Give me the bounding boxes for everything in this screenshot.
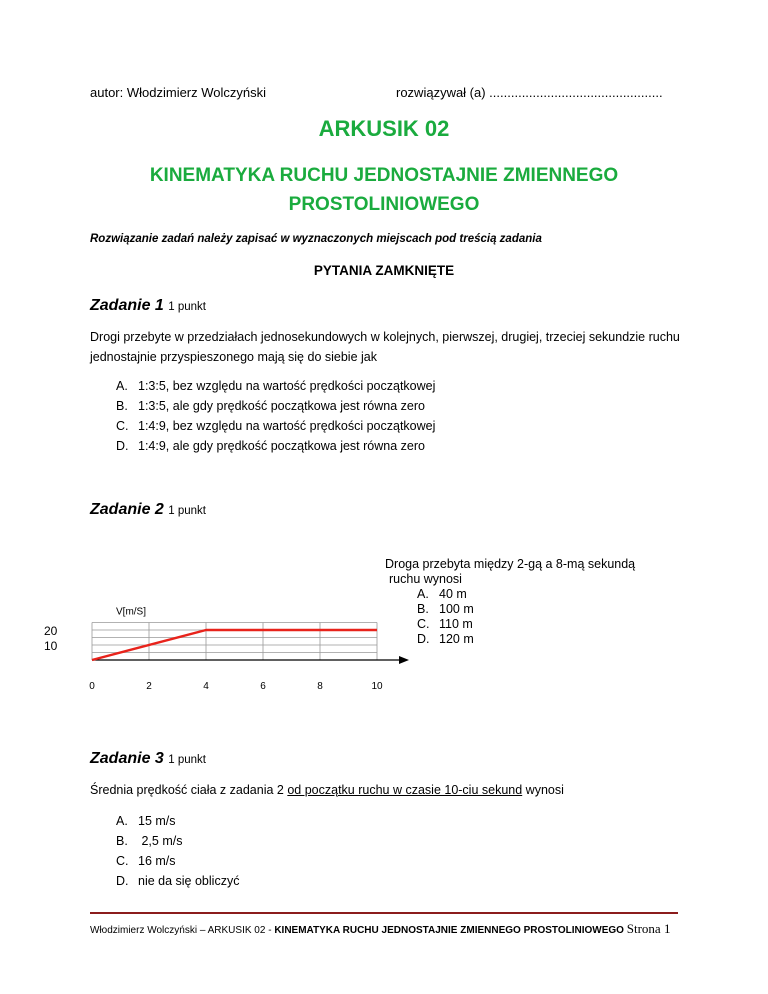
x-axis-arrow — [399, 656, 409, 664]
velocity-chart — [40, 545, 420, 705]
task1-title: Zadanie 1 — [90, 297, 164, 314]
y-axis-label: V[m/S] — [116, 606, 147, 618]
x-tick-label: 2 — [146, 681, 152, 692]
sheet-subtitle-line1: KINEMATYKA RUCHU JEDNOSTAJNIE ZMIENNEGO — [149, 165, 619, 186]
task1-option[interactable]: A. 1:3:5, bez względu na wartość prędkości początkowej — [116, 379, 436, 393]
task2-question — [385, 557, 655, 647]
chart-grid — [92, 623, 377, 661]
task1-points: 1 punkt — [168, 301, 206, 313]
instruction-text: Rozwiązanie zadań należy zapisać w wyznaczonych miejscach pod treścią zadania — [90, 233, 542, 245]
task2-option[interactable]: A. 40 m — [417, 587, 467, 601]
x-tick-label: 8 — [317, 681, 323, 692]
sheet-subtitle-line2: PROSTOLINIOWEGO — [288, 194, 480, 215]
task2-title: Zadanie 2 — [90, 501, 164, 518]
task3-option[interactable]: B. 2,5 m/s — [116, 834, 183, 848]
task2-question-line1: Droga przebyta między 2-gą a 8-mą sekundą — [385, 557, 636, 571]
task1-heading — [90, 297, 206, 315]
author-label: autor: Włodzimierz Wolczyński — [90, 85, 267, 100]
y-tick-label: 10 — [44, 639, 58, 653]
task3-text: Średnia prędkość ciała z zadania 2 od początku ruchu w czasie 10-ciu sekund wynosi — [90, 783, 564, 797]
x-tick-label: 10 — [371, 681, 383, 692]
x-tick-label: 4 — [203, 681, 209, 692]
task2-question-line2: ruchu wynosi — [389, 572, 462, 586]
x-tick-label: 0 — [89, 681, 95, 692]
y-tick-label: 20 — [44, 624, 58, 638]
sheet-title: ARKUSIK 02 — [318, 116, 450, 141]
footer-divider — [90, 912, 678, 914]
page-number: Strona 1 — [626, 921, 671, 936]
task3-options — [116, 811, 239, 891]
task1-option[interactable]: C. 1:4:9, bez względu na wartość prędkości początkowej — [116, 419, 436, 433]
task1-option[interactable]: B. 1:3:5, ale gdy prędkość początkowa jest równa zero — [116, 399, 425, 413]
task2-option[interactable]: D. 120 m — [417, 632, 474, 646]
chart-axes — [92, 623, 409, 665]
x-tick-label: 6 — [260, 681, 266, 692]
task3-underlined: od początku ruchu w czasie 10-ciu sekund — [287, 783, 523, 797]
task3-option[interactable]: D. nie da się obliczyć — [116, 874, 240, 888]
task3-points: 1 punkt — [168, 754, 206, 766]
solver-field: rozwiązywał (a) ................................................ — [396, 85, 663, 100]
sheet-subtitle — [0, 161, 768, 219]
task1-option[interactable]: D. 1:4:9, ale gdy prędkość początkowa jest równa zero — [116, 439, 425, 453]
page-footer: Włodzimierz Wolczyński – ARKUSIK 02 - KINEMATYKA RUCHU JEDNOSTAJNIE ZMIENNEGO PROSTOLINIOWEGO Strona 1 — [90, 921, 671, 936]
task2-option[interactable]: B. 100 m — [417, 602, 474, 616]
task3-title: Zadanie 3 — [90, 750, 164, 767]
chart-labels — [44, 607, 383, 693]
section-heading: PYTANIA ZAMKNIĘTE — [313, 263, 455, 278]
task1-text: Drogi przebyte w przedziałach jednosekundowych w kolejnych, pierwszej, drugiej, trzeciej sekundzie ruchu jednostajnie przyspieszonego mają się do siebie jak — [90, 330, 680, 364]
task1-options — [116, 376, 435, 456]
task3-option[interactable]: A. 15 m/s — [116, 814, 176, 828]
task2-heading — [90, 501, 206, 519]
task2-points: 1 punkt — [168, 505, 206, 517]
task3-heading — [90, 750, 206, 768]
task3-option[interactable]: C. 16 m/s — [116, 854, 176, 868]
task2-option[interactable]: C. 110 m — [417, 617, 473, 631]
